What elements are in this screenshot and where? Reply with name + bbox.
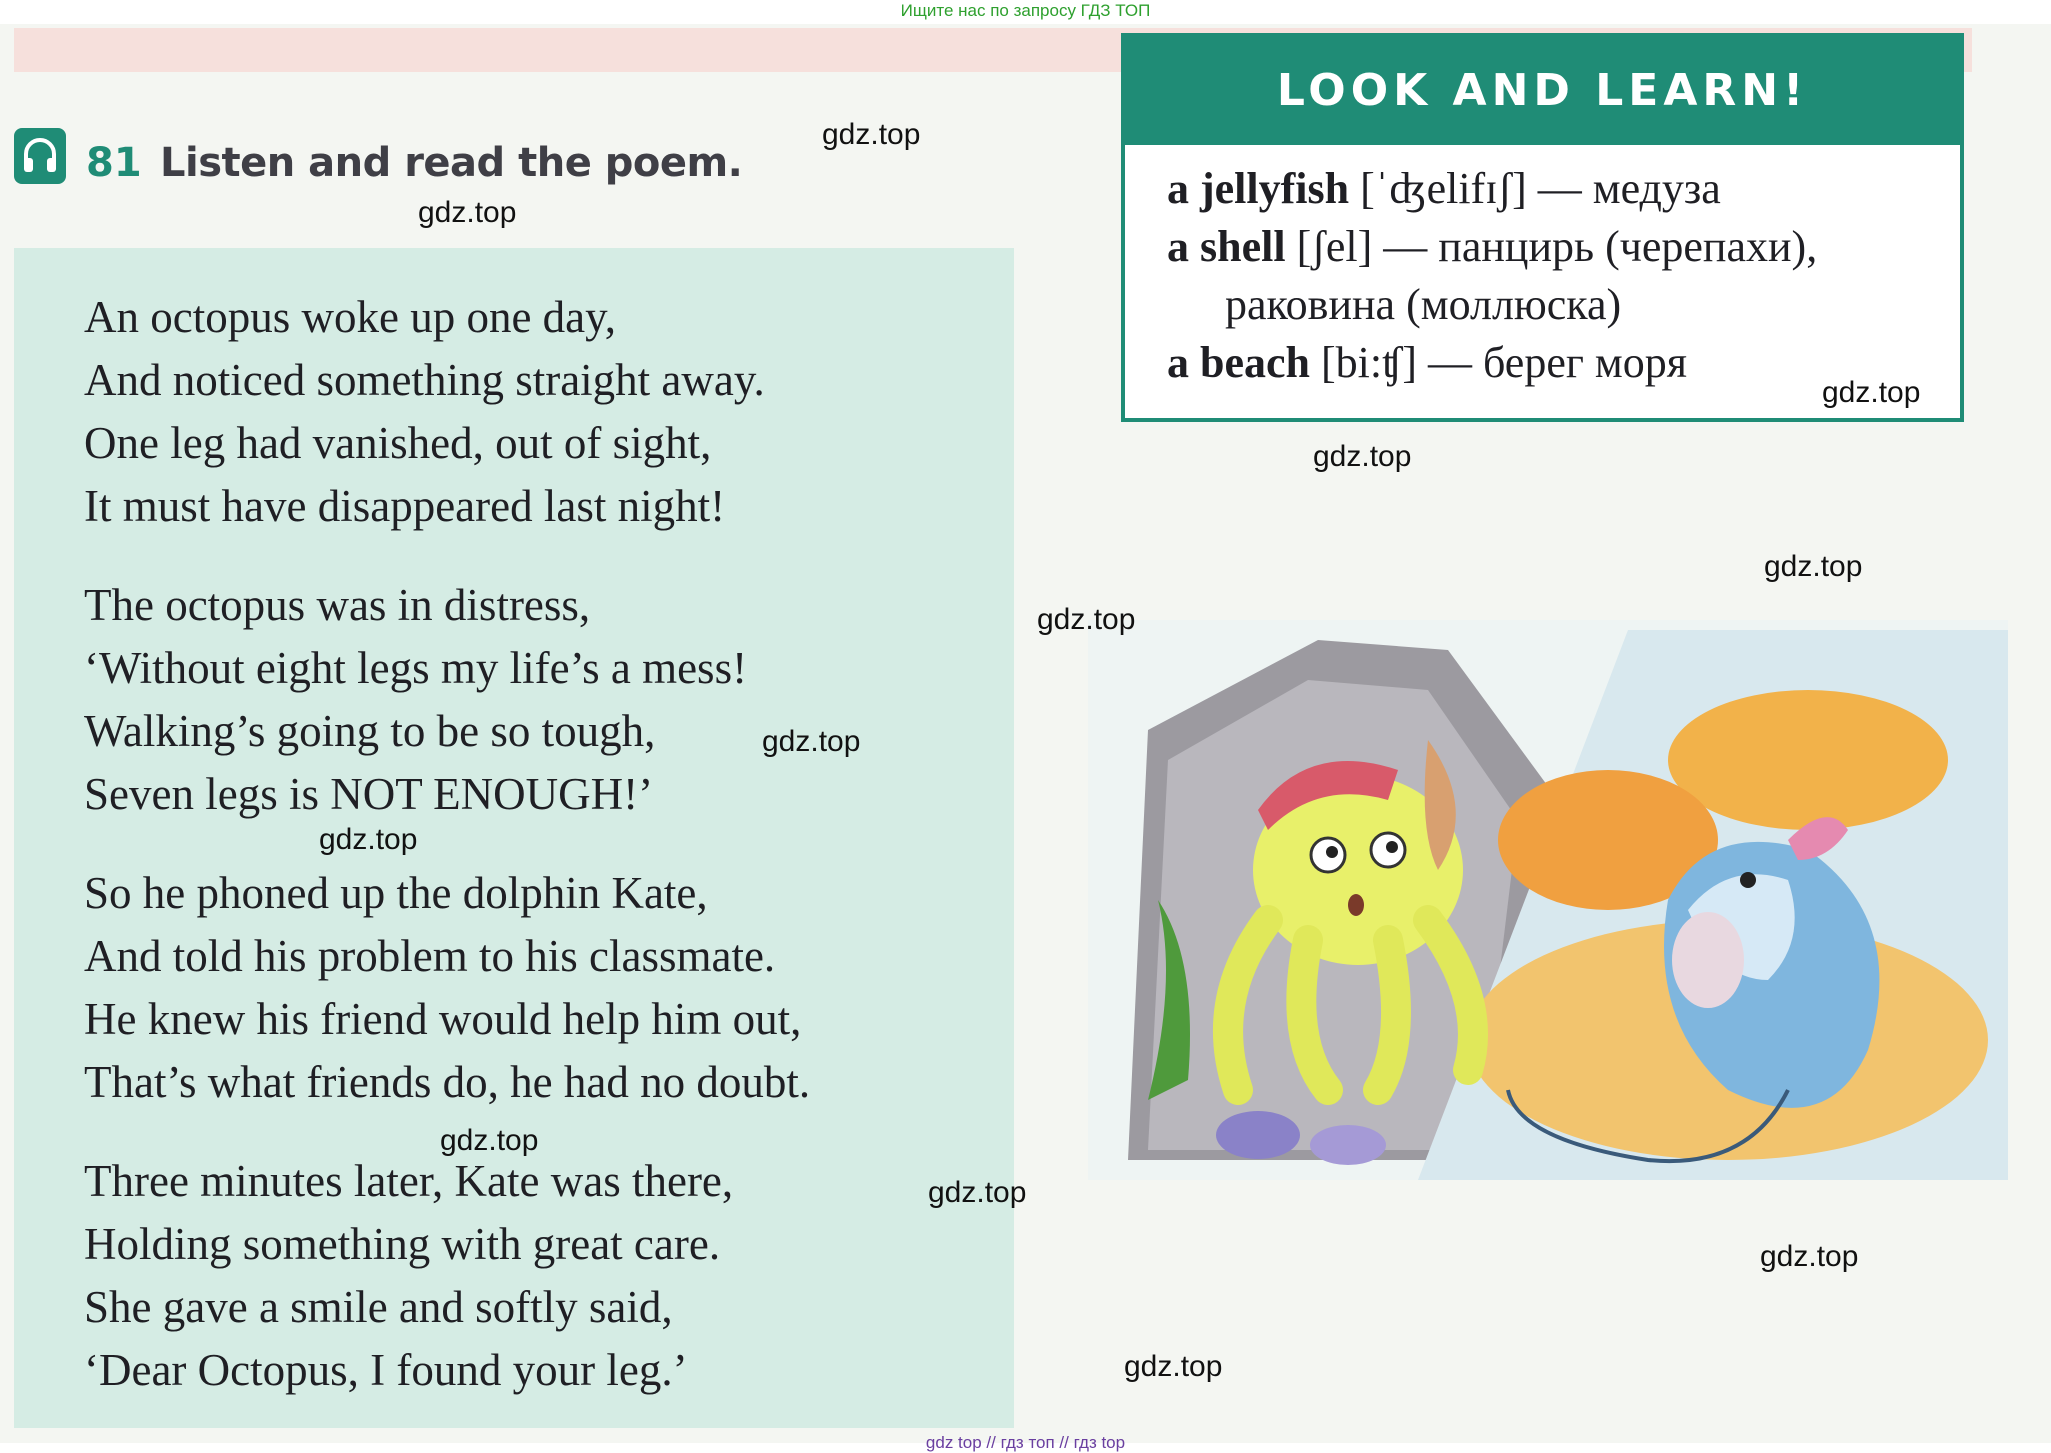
poem-line: Seven legs is NOT ENOUGH!’	[84, 769, 654, 819]
poem-line: The octopus was in distress,	[84, 580, 591, 630]
headphones-icon	[14, 128, 66, 184]
poem-line: ‘Without eight legs my life’s a mess!	[84, 643, 748, 693]
watermark: gdz.top	[1124, 1350, 1223, 1383]
look-and-learn-heading: LOOK AND LEARN!	[1125, 37, 1960, 145]
poem-line: Holding something with great care.	[84, 1219, 721, 1269]
site-note[interactable]: Ищите нас по запросу ГДЗ ТОП	[900, 1, 1151, 20]
watermark: gdz.top	[319, 823, 418, 856]
exercise-number: 81	[86, 140, 142, 186]
watermark: gdz.top	[418, 196, 517, 229]
watermark: gdz.top	[1313, 440, 1412, 473]
vocab-entry	[1167, 337, 1687, 388]
vocab-word: a shell	[1167, 222, 1286, 271]
octopus-dolphin-illustration	[1088, 620, 2008, 1180]
stanza-1	[84, 286, 765, 538]
watermark: gdz.top	[1037, 603, 1136, 636]
watermark: gdz.top	[762, 725, 861, 758]
vocab-word: a jellyfish	[1167, 164, 1350, 213]
look-and-learn-box	[1121, 33, 1964, 422]
vocab-translation: раковина (моллюска)	[1225, 280, 1622, 329]
vocab-word: a beach	[1167, 338, 1310, 387]
poem-line: An octopus woke up one day,	[84, 292, 616, 342]
watermark: gdz.top	[1822, 376, 1921, 409]
poem-line: It must have disappeared last night!	[84, 481, 726, 531]
stanza-4	[84, 1150, 733, 1402]
vocab-translation: [ˈʤelifɪʃ] — медуза	[1360, 164, 1721, 213]
poem-line: So he phoned up the dolphin Kate,	[84, 868, 708, 918]
stanza-2	[84, 574, 747, 826]
footer[interactable]: gdz top // гдз топ // гдз top	[925, 1433, 1126, 1452]
vocab-translation: [bi:ʧ] — берег моря	[1321, 338, 1687, 387]
poem-line: That’s what friends do, he had no doubt.	[84, 1057, 811, 1107]
poem-line: One leg had vanished, out of sight,	[84, 418, 712, 468]
vocab-entry	[1167, 163, 1721, 214]
poem-line: And noticed something straight away.	[84, 355, 765, 405]
stanza-3	[84, 862, 810, 1114]
vocab-entry	[1167, 221, 1817, 272]
poem-line: Walking’s going to be so tough,	[84, 706, 656, 756]
vocab-translation: [ʃel] — панцирь (черепахи),	[1296, 222, 1818, 271]
exercise-title: Listen and read the poem.	[160, 140, 743, 186]
poem-line: She gave a smile and softly said,	[84, 1282, 673, 1332]
poem-line: And told his problem to his classmate.	[84, 931, 776, 981]
poem-line: ‘Dear Octopus, I found your leg.’	[84, 1345, 688, 1395]
poem-line: He knew his friend would help him out,	[84, 994, 802, 1044]
watermark: gdz.top	[928, 1176, 1027, 1209]
watermark: gdz.top	[1760, 1240, 1859, 1273]
watermark: gdz.top	[440, 1124, 539, 1157]
vocab-entry-continued	[1225, 279, 1621, 330]
poem-line: Three minutes later, Kate was there,	[84, 1156, 734, 1206]
watermark: gdz.top	[822, 118, 921, 151]
watermark: gdz.top	[1764, 550, 1863, 583]
